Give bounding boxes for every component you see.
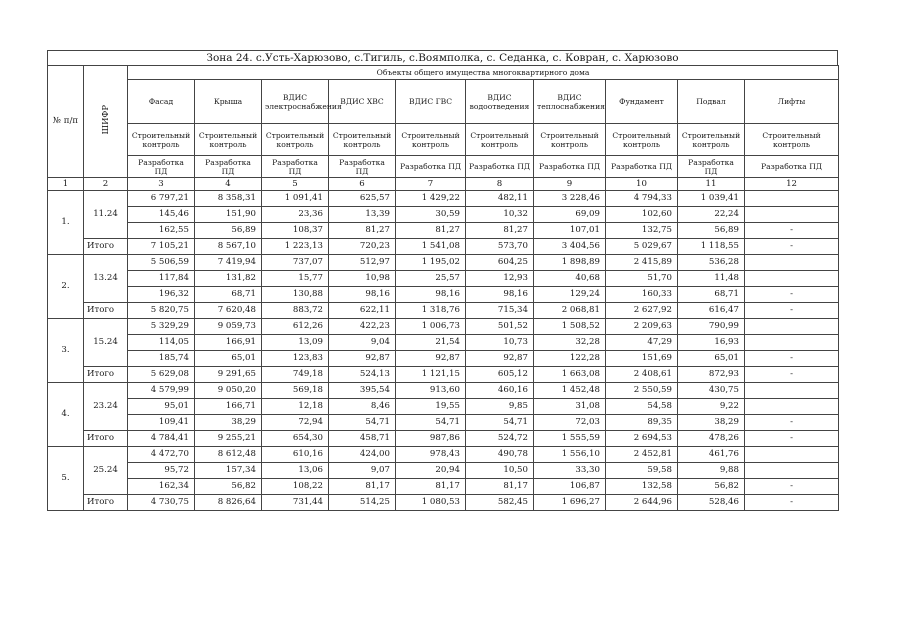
total-cell: 524,72 <box>466 431 534 447</box>
value-cell: 160,33 <box>606 287 678 303</box>
header-object: ВДИС теплоснабжения <box>534 80 606 124</box>
value-cell: 22,24 <box>678 207 745 223</box>
value-cell: 92,87 <box>466 351 534 367</box>
total-cell: 1 118,55 <box>678 239 745 255</box>
value-cell: 166,71 <box>195 399 262 415</box>
total-row <box>48 239 839 255</box>
value-cell: 54,71 <box>329 415 396 431</box>
value-cell: 56,89 <box>678 223 745 239</box>
total-cell: 1 663,08 <box>534 367 606 383</box>
total-label: Итого <box>84 431 128 447</box>
group-number: 5. <box>48 447 84 511</box>
value-cell: 81,17 <box>466 479 534 495</box>
value-cell: 81,27 <box>396 223 466 239</box>
value-cell: 8,46 <box>329 399 396 415</box>
table-row <box>48 351 839 367</box>
value-cell: 69,09 <box>534 207 606 223</box>
value-cell: 72,03 <box>534 415 606 431</box>
column-number: 11 <box>678 178 745 191</box>
value-cell: 185,74 <box>128 351 195 367</box>
value-cell <box>745 399 839 415</box>
column-number: 3 <box>128 178 195 191</box>
value-cell: 9,22 <box>678 399 745 415</box>
value-cell: 11,48 <box>678 271 745 287</box>
value-cell: 162,55 <box>128 223 195 239</box>
table-header <box>48 66 839 191</box>
total-cell: 2 408,61 <box>606 367 678 383</box>
header-design-row <box>48 156 839 178</box>
total-row <box>48 495 839 511</box>
value-cell: 512,97 <box>329 255 396 271</box>
value-cell: 81,27 <box>329 223 396 239</box>
value-cell: 108,37 <box>262 223 329 239</box>
value-cell: 2 415,89 <box>606 255 678 271</box>
column-numbers-row <box>48 178 839 191</box>
header-control: Строительный контроль <box>195 124 262 156</box>
value-cell <box>745 383 839 399</box>
value-cell: 54,71 <box>396 415 466 431</box>
total-cell: 883,72 <box>262 303 329 319</box>
total-cell: 514,25 <box>329 495 396 511</box>
value-cell: 98,16 <box>466 287 534 303</box>
value-cell: 424,00 <box>329 447 396 463</box>
value-cell: 65,01 <box>678 351 745 367</box>
group-code: 13.24 <box>84 255 128 303</box>
total-cell: 458,71 <box>329 431 396 447</box>
header-design: Разработка ПД <box>745 156 839 178</box>
total-cell: - <box>745 239 839 255</box>
total-cell: 1 696,27 <box>534 495 606 511</box>
value-cell: 151,69 <box>606 351 678 367</box>
header-control: Строительный контроль <box>329 124 396 156</box>
column-number: 8 <box>466 178 534 191</box>
group-number: 1. <box>48 191 84 255</box>
total-label: Итого <box>84 239 128 255</box>
value-cell: 1 898,89 <box>534 255 606 271</box>
value-cell: 65,01 <box>195 351 262 367</box>
header-object: ВДИС электроснабжения <box>262 80 329 124</box>
value-cell: 20,94 <box>396 463 466 479</box>
total-cell: 2 694,53 <box>606 431 678 447</box>
total-row <box>48 303 839 319</box>
value-cell: 38,29 <box>678 415 745 431</box>
value-cell: - <box>745 351 839 367</box>
total-cell: 5 820,75 <box>128 303 195 319</box>
value-cell: 151,90 <box>195 207 262 223</box>
value-cell <box>745 271 839 287</box>
total-cell: 573,70 <box>466 239 534 255</box>
value-cell: 395,54 <box>329 383 396 399</box>
total-cell: 622,11 <box>329 303 396 319</box>
total-cell: 1 555,59 <box>534 431 606 447</box>
value-cell: 13,06 <box>262 463 329 479</box>
table-row <box>48 335 839 351</box>
value-cell: 604,25 <box>466 255 534 271</box>
value-cell: 4 472,70 <box>128 447 195 463</box>
total-row <box>48 367 839 383</box>
total-cell: 720,23 <box>329 239 396 255</box>
value-cell: 536,28 <box>678 255 745 271</box>
value-cell: 5 329,29 <box>128 319 195 335</box>
value-cell: 81,17 <box>396 479 466 495</box>
column-number: 2 <box>84 178 128 191</box>
table-row <box>48 191 839 207</box>
value-cell: 13,39 <box>329 207 396 223</box>
table-row <box>48 223 839 239</box>
value-cell: 114,05 <box>128 335 195 351</box>
value-cell: 569,18 <box>262 383 329 399</box>
total-row <box>48 431 839 447</box>
total-cell: 7 105,21 <box>128 239 195 255</box>
value-cell: 19,55 <box>396 399 466 415</box>
total-cell: 9 291,65 <box>195 367 262 383</box>
table-row <box>48 463 839 479</box>
header-control: Строительный контроль <box>606 124 678 156</box>
group-number: 3. <box>48 319 84 383</box>
total-cell: - <box>745 431 839 447</box>
value-cell: 12,18 <box>262 399 329 415</box>
value-cell: 4 579,99 <box>128 383 195 399</box>
total-cell: - <box>745 303 839 319</box>
header-object: Подвал <box>678 80 745 124</box>
total-cell: 715,34 <box>466 303 534 319</box>
value-cell: 68,71 <box>195 287 262 303</box>
value-cell: 9 050,20 <box>195 383 262 399</box>
value-cell: 1 556,10 <box>534 447 606 463</box>
value-cell: - <box>745 223 839 239</box>
value-cell: 72,94 <box>262 415 329 431</box>
value-cell: 95,01 <box>128 399 195 415</box>
group-code: 11.24 <box>84 191 128 239</box>
header-object: Лифты <box>745 80 839 124</box>
header-object: Фундамент <box>606 80 678 124</box>
value-cell: 157,34 <box>195 463 262 479</box>
value-cell: 92,87 <box>329 351 396 367</box>
header-object: ВДИС ГВС <box>396 80 466 124</box>
total-cell: 1 223,13 <box>262 239 329 255</box>
header-object: ВДИС ХВС <box>329 80 396 124</box>
header-control-row <box>48 124 839 156</box>
column-number: 7 <box>396 178 466 191</box>
header-design: Разработка ПД <box>606 156 678 178</box>
header-control: Строительный контроль <box>128 124 195 156</box>
column-number: 5 <box>262 178 329 191</box>
group-number: 4. <box>48 383 84 447</box>
value-cell: 23,36 <box>262 207 329 223</box>
cost-table <box>47 65 839 511</box>
value-cell: 21,54 <box>396 335 466 351</box>
header-design: Разработка ПД <box>678 156 745 178</box>
value-cell: 612,26 <box>262 319 329 335</box>
value-cell: 56,82 <box>195 479 262 495</box>
table-row <box>48 255 839 271</box>
total-cell: 478,26 <box>678 431 745 447</box>
document-sheet <box>47 50 838 511</box>
value-cell: 30,59 <box>396 207 466 223</box>
value-cell: 1 195,02 <box>396 255 466 271</box>
value-cell: 625,57 <box>329 191 396 207</box>
column-number: 1 <box>48 178 84 191</box>
value-cell: 56,82 <box>678 479 745 495</box>
value-cell: 1 508,52 <box>534 319 606 335</box>
value-cell: 132,75 <box>606 223 678 239</box>
total-cell: 4 730,75 <box>128 495 195 511</box>
value-cell: 9,07 <box>329 463 396 479</box>
value-cell: 98,16 <box>329 287 396 303</box>
value-cell: 54,58 <box>606 399 678 415</box>
value-cell: 106,87 <box>534 479 606 495</box>
value-cell <box>745 463 839 479</box>
value-cell: 737,07 <box>262 255 329 271</box>
value-cell: 196,32 <box>128 287 195 303</box>
group-code: 23.24 <box>84 383 128 431</box>
header-code-label: ШИФР <box>100 104 110 135</box>
value-cell: 2 452,81 <box>606 447 678 463</box>
value-cell: 38,29 <box>195 415 262 431</box>
value-cell: 978,43 <box>396 447 466 463</box>
table-row <box>48 415 839 431</box>
total-cell: 5 029,67 <box>606 239 678 255</box>
value-cell: 68,71 <box>678 287 745 303</box>
total-label: Итого <box>84 303 128 319</box>
value-cell: 430,75 <box>678 383 745 399</box>
total-cell: 1 080,53 <box>396 495 466 511</box>
header-control: Строительный контроль <box>262 124 329 156</box>
value-cell: 2 550,59 <box>606 383 678 399</box>
total-cell: 8 567,10 <box>195 239 262 255</box>
total-cell: 7 620,48 <box>195 303 262 319</box>
value-cell: 1 006,73 <box>396 319 466 335</box>
value-cell: 54,71 <box>466 415 534 431</box>
value-cell: 1 039,41 <box>678 191 745 207</box>
value-cell <box>745 191 839 207</box>
value-cell <box>745 447 839 463</box>
value-cell: 81,17 <box>329 479 396 495</box>
value-cell <box>745 335 839 351</box>
total-cell: 2 068,81 <box>534 303 606 319</box>
total-cell: 1 318,76 <box>396 303 466 319</box>
value-cell: 56,89 <box>195 223 262 239</box>
value-cell: - <box>745 287 839 303</box>
total-cell: 1 541,08 <box>396 239 466 255</box>
header-design: Разработка ПД <box>396 156 466 178</box>
total-cell: 731,44 <box>262 495 329 511</box>
value-cell: 10,73 <box>466 335 534 351</box>
table-row <box>48 479 839 495</box>
total-label: Итого <box>84 367 128 383</box>
value-cell: 95,72 <box>128 463 195 479</box>
value-cell: - <box>745 415 839 431</box>
value-cell: 10,98 <box>329 271 396 287</box>
value-cell: 117,84 <box>128 271 195 287</box>
value-cell: 98,16 <box>396 287 466 303</box>
value-cell: 107,01 <box>534 223 606 239</box>
value-cell: 89,35 <box>606 415 678 431</box>
value-cell: 129,24 <box>534 287 606 303</box>
value-cell: 31,08 <box>534 399 606 415</box>
table-row <box>48 271 839 287</box>
value-cell: 9,88 <box>678 463 745 479</box>
total-cell: - <box>745 495 839 511</box>
total-cell: 3 404,56 <box>534 239 606 255</box>
value-cell: 9 059,73 <box>195 319 262 335</box>
value-cell: 9,04 <box>329 335 396 351</box>
value-cell: 47,29 <box>606 335 678 351</box>
header-control: Строительный контроль <box>745 124 839 156</box>
header-design: Разработка ПД <box>466 156 534 178</box>
total-cell: 5 629,08 <box>128 367 195 383</box>
value-cell: 13,09 <box>262 335 329 351</box>
header-design: Разработка ПД <box>262 156 329 178</box>
column-number: 6 <box>329 178 396 191</box>
header-group: Объекты общего имущества многоквартирного дома <box>128 66 839 80</box>
header-code <box>84 66 128 178</box>
total-label: Итого <box>84 495 128 511</box>
value-cell: 109,41 <box>128 415 195 431</box>
value-cell: 33,30 <box>534 463 606 479</box>
value-cell: 59,58 <box>606 463 678 479</box>
table-row <box>48 447 839 463</box>
value-cell: 123,83 <box>262 351 329 367</box>
value-cell: 81,27 <box>466 223 534 239</box>
value-cell: 131,82 <box>195 271 262 287</box>
value-cell: 482,11 <box>466 191 534 207</box>
value-cell: 8 612,48 <box>195 447 262 463</box>
column-number: 9 <box>534 178 606 191</box>
table-body <box>48 191 839 511</box>
value-cell: 145,46 <box>128 207 195 223</box>
value-cell: 460,16 <box>466 383 534 399</box>
table-row <box>48 399 839 415</box>
value-cell: 16,93 <box>678 335 745 351</box>
header-control: Строительный контроль <box>466 124 534 156</box>
total-cell: 8 826,64 <box>195 495 262 511</box>
value-cell: 1 452,48 <box>534 383 606 399</box>
group-number: 2. <box>48 255 84 319</box>
value-cell: 461,76 <box>678 447 745 463</box>
header-control: Строительный контроль <box>396 124 466 156</box>
value-cell: 32,28 <box>534 335 606 351</box>
header-design: Разработка ПД <box>329 156 396 178</box>
value-cell: 790,99 <box>678 319 745 335</box>
value-cell: 15,77 <box>262 271 329 287</box>
value-cell <box>745 207 839 223</box>
header-control: Строительный контроль <box>534 124 606 156</box>
total-cell: 524,13 <box>329 367 396 383</box>
header-design: Разработка ПД <box>128 156 195 178</box>
value-cell: 130,88 <box>262 287 329 303</box>
total-cell: 2 627,92 <box>606 303 678 319</box>
total-cell: 2 644,96 <box>606 495 678 511</box>
header-design: Разработка ПД <box>195 156 262 178</box>
header-object: Фасад <box>128 80 195 124</box>
value-cell: 8 358,31 <box>195 191 262 207</box>
value-cell: 501,52 <box>466 319 534 335</box>
value-cell: 6 797,21 <box>128 191 195 207</box>
value-cell: 102,60 <box>606 207 678 223</box>
value-cell <box>745 319 839 335</box>
total-cell: 872,93 <box>678 367 745 383</box>
value-cell: 10,50 <box>466 463 534 479</box>
table-row <box>48 207 839 223</box>
column-number: 4 <box>195 178 262 191</box>
header-control: Строительный контроль <box>678 124 745 156</box>
total-cell: 654,30 <box>262 431 329 447</box>
value-cell: 92,87 <box>396 351 466 367</box>
value-cell: 9,85 <box>466 399 534 415</box>
value-cell: 51,70 <box>606 271 678 287</box>
value-cell: 610,16 <box>262 447 329 463</box>
value-cell: 7 419,94 <box>195 255 262 271</box>
value-cell: 132,58 <box>606 479 678 495</box>
total-cell: - <box>745 367 839 383</box>
table-row <box>48 319 839 335</box>
value-cell: 25,57 <box>396 271 466 287</box>
value-cell: 12,93 <box>466 271 534 287</box>
group-code: 15.24 <box>84 319 128 367</box>
header-design: Разработка ПД <box>534 156 606 178</box>
value-cell: 1 429,22 <box>396 191 466 207</box>
total-cell: 9 255,21 <box>195 431 262 447</box>
value-cell: 10,32 <box>466 207 534 223</box>
total-cell: 582,45 <box>466 495 534 511</box>
value-cell <box>745 255 839 271</box>
value-cell: 2 209,63 <box>606 319 678 335</box>
value-cell: 490,78 <box>466 447 534 463</box>
value-cell: 162,34 <box>128 479 195 495</box>
value-cell: 40,68 <box>534 271 606 287</box>
column-number: 12 <box>745 178 839 191</box>
value-cell: 3 228,46 <box>534 191 606 207</box>
table-row <box>48 287 839 303</box>
zone-title: Зона 24. с.Усть-Харюзово, с.Тигиль, с.Воямполка, с. Седанка, с. Ковран, с. Харюзово <box>47 50 838 65</box>
value-cell: - <box>745 479 839 495</box>
header-num: № п/п <box>48 66 84 178</box>
header-object: Крыша <box>195 80 262 124</box>
total-cell: 616,47 <box>678 303 745 319</box>
value-cell: 5 506,59 <box>128 255 195 271</box>
value-cell: 422,23 <box>329 319 396 335</box>
value-cell: 122,28 <box>534 351 606 367</box>
total-cell: 987,86 <box>396 431 466 447</box>
value-cell: 913,60 <box>396 383 466 399</box>
table-row <box>48 383 839 399</box>
column-number: 10 <box>606 178 678 191</box>
value-cell: 1 091,41 <box>262 191 329 207</box>
total-cell: 605,12 <box>466 367 534 383</box>
total-cell: 528,46 <box>678 495 745 511</box>
total-cell: 4 784,41 <box>128 431 195 447</box>
total-cell: 1 121,15 <box>396 367 466 383</box>
group-code: 25.24 <box>84 447 128 495</box>
total-cell: 749,18 <box>262 367 329 383</box>
header-object: ВДИС водоотведения <box>466 80 534 124</box>
value-cell: 4 794,33 <box>606 191 678 207</box>
value-cell: 166,91 <box>195 335 262 351</box>
value-cell: 108,22 <box>262 479 329 495</box>
